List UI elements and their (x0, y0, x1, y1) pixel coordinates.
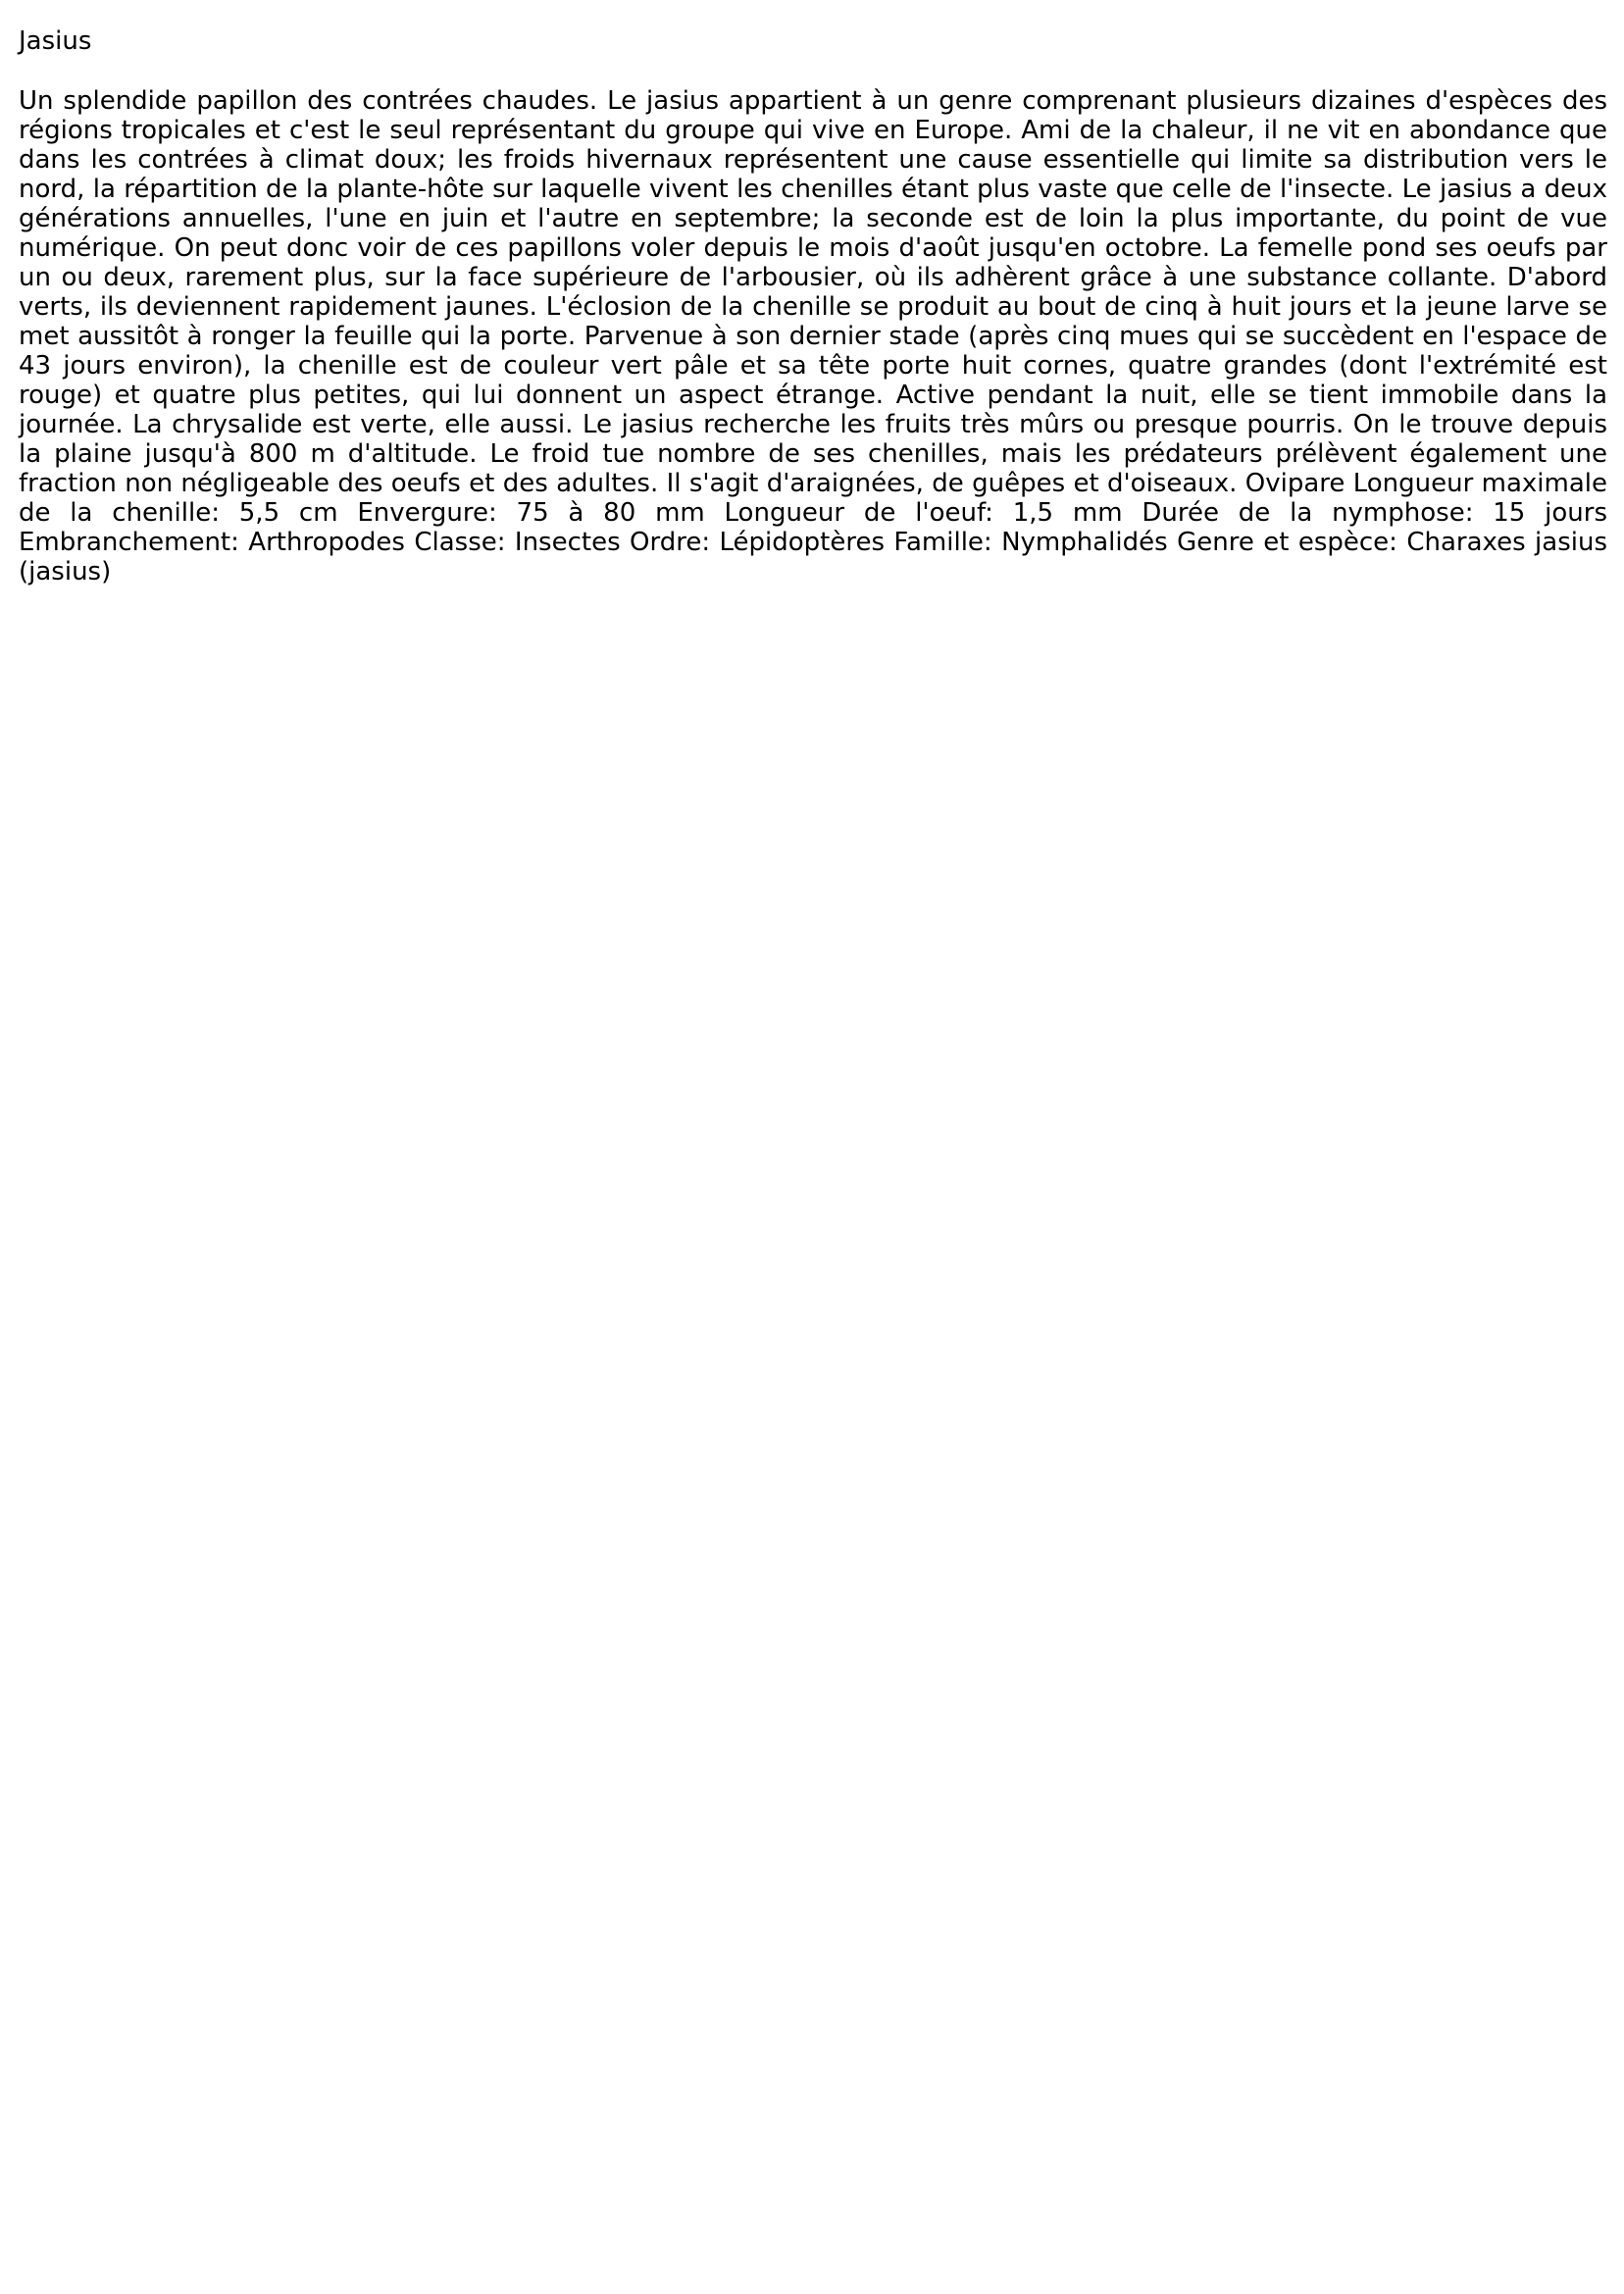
document-page (19, 25, 1607, 586)
document-body: Un splendide papillon des contrées chaudes. Le jasius appartient à un genre comprenant plusieurs dizaines d'espèces des régions tropicales et c'est le seul représentant du groupe qui vive en Europe. Ami de la chaleur, il ne vit en abondance que dans les contrées à climat doux; les froids hivernaux représentent une cause essentielle qui limite sa distribution vers le nord, la répartition de la plante-hôte sur laquelle vivent les chenilles étant plus vaste que celle de l'insecte. Le jasius a deux générations annuelles, l'une en juin et l'autre en septembre; la seconde est de loin la plus importante, du point de vue numérique. On peut donc voir de ces papillons voler depuis le mois d'août jusqu'en octobre. La femelle pond ses oeufs par un ou deux, rarement plus, sur la face supérieure de l'arbousier, où ils adhèrent grâce à une substance collante. D'abord verts, ils deviennent rapidement jaunes. L'éclosion de la chenille se produit au bout de cinq à huit jours et la jeune larve se met aussitôt à ronger la feuille qui la porte. Parvenue à son dernier stade (après cinq mues qui se succèdent en l'espace de 43 jours environ), la chenille est de couleur vert pâle et sa tête porte huit cornes, quatre grandes (dont l'extrémité est rouge) et quatre plus petites, qui lui donnent un aspect étrange. Active pendant la nuit, elle se tient immobile dans la journée. La chrysalide est verte, elle aussi. Le jasius recherche les fruits très mûrs ou presque pourris. On le trouve depuis la plaine jusqu'à 800 m d'altitude. Le froid tue nombre de ses chenilles, mais les prédateurs prélèvent également une fraction non négligeable des oeufs et des adultes. Il s'agit d'araignées, de guêpes et d'oiseaux. Ovipare Longueur maximale de la chenille: 5,5 cm Envergure: 75 à 80 mm Longueur de l'oeuf: 1,5 mm Durée de la nymphose: 15 jours Embranchement: Arthropodes Classe: Insectes Ordre: Lépidoptères Famille: Nymphalidés Genre et espèce: Charaxes jasius (jasius) (19, 86, 1607, 586)
document-title: Jasius (19, 26, 92, 56)
